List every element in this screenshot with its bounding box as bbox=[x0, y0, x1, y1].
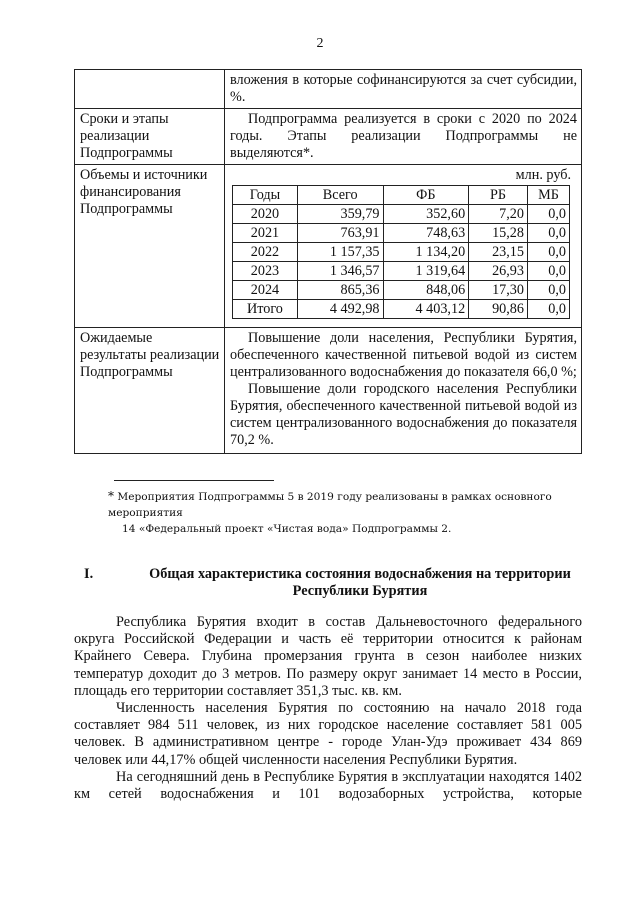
financing-header: Годы bbox=[233, 186, 298, 205]
body-paragraph: На сегодняшний день в Республике Бурятия в эксплуатации находятся 1402 км сетей водоснабжения и 101 водозаборных устройства, которые bbox=[74, 768, 582, 803]
page-number: 2 bbox=[316, 36, 324, 51]
table-cell: 0,0 bbox=[527, 224, 569, 243]
passport-cell-empty bbox=[75, 70, 225, 109]
table-cell: 2023 bbox=[233, 262, 298, 281]
passport-value-results bbox=[225, 328, 582, 454]
section-title: Общая характеристика состояния водоснабжения на территории Республики Бурятия bbox=[149, 566, 571, 599]
table-cell: 1 134,20 bbox=[383, 243, 469, 262]
footnote-marker: * bbox=[108, 489, 114, 503]
passport-cell-continuation: вложения в которые софинансируются за счет субсидии, %. bbox=[225, 70, 582, 109]
table-cell: 0,0 bbox=[527, 205, 569, 224]
passport-label-results: Ожидаемые результаты реализации Подпрограммы bbox=[75, 328, 225, 454]
table-cell: 7,20 bbox=[469, 205, 528, 224]
financing-header: РБ bbox=[469, 186, 528, 205]
table-row-total bbox=[233, 300, 570, 319]
financing-table bbox=[232, 185, 570, 319]
footnote-divider bbox=[114, 480, 274, 481]
section-number: I. bbox=[84, 566, 94, 582]
passport-label-financing: Объемы и источники финансирования Подпрограммы bbox=[75, 165, 225, 328]
table-cell: 1 157,35 bbox=[297, 243, 383, 262]
passport-row-financing bbox=[75, 165, 582, 328]
body-text bbox=[74, 614, 582, 803]
footnote-line: Мероприятия Подпрограммы 5 в 2019 году реализованы в рамках основного мероприятия bbox=[108, 491, 552, 519]
table-cell: 0,0 bbox=[527, 300, 569, 319]
results-paragraph: Повышение доли населения, Республики Бурятия, обеспеченного качественной питьевой водой из систем централизованного водоснабжения до показателя 66,0 %; bbox=[230, 330, 577, 380]
financing-header: ФБ bbox=[383, 186, 469, 205]
passport-row-continuation bbox=[75, 70, 582, 109]
table-cell: 359,79 bbox=[297, 205, 383, 224]
table-cell: 2022 bbox=[233, 243, 298, 262]
table-cell: 4 492,98 bbox=[297, 300, 383, 319]
table-cell: 15,28 bbox=[469, 224, 528, 243]
table-row bbox=[233, 281, 570, 300]
results-paragraph: Повышение доли городского населения Республики Бурятия, обеспеченного качественной питьевой водой из систем централизованного водоснабжения до показателя 70,2 %. bbox=[230, 381, 577, 448]
body-paragraph: Численность населения Бурятия по состоянию на начало 2018 года составляет 984 511 человек, из них городское население составляет 581 005 человек. В административном центре - городе Улан-Удэ проживает 434 869 человек или 44,17% общей численности населения Республики Бурятия. bbox=[74, 700, 582, 768]
financing-header: Всего bbox=[297, 186, 383, 205]
table-cell: 2021 bbox=[233, 224, 298, 243]
table-cell: 0,0 bbox=[527, 281, 569, 300]
table-cell: 352,60 bbox=[383, 205, 469, 224]
table-cell: 0,0 bbox=[527, 262, 569, 281]
table-cell: 26,93 bbox=[469, 262, 528, 281]
table-cell: 17,30 bbox=[469, 281, 528, 300]
unit-label: млн. руб. bbox=[515, 167, 571, 183]
passport-value-financing bbox=[225, 165, 582, 328]
passport-value-terms: Подпрограмма реализуется в сроки с 2020 по 2024 годы. Этапы реализации Подпрограммы не выделяются*. bbox=[225, 109, 582, 165]
table-cell: 2020 bbox=[233, 205, 298, 224]
table-cell: 848,06 bbox=[383, 281, 469, 300]
table-cell: 0,0 bbox=[527, 243, 569, 262]
footnote bbox=[108, 488, 590, 537]
footnote-line: 14 «Федеральный проект «Чистая вода» Подпрограммы 2. bbox=[122, 523, 452, 535]
table-cell: 748,63 bbox=[383, 224, 469, 243]
table-cell: 2024 bbox=[233, 281, 298, 300]
table-cell: 4 403,12 bbox=[383, 300, 469, 319]
table-cell: 1 346,57 bbox=[297, 262, 383, 281]
table-cell: 90,86 bbox=[469, 300, 528, 319]
table-row bbox=[233, 262, 570, 281]
table-row bbox=[233, 205, 570, 224]
table-cell: 23,15 bbox=[469, 243, 528, 262]
passport-row-results bbox=[75, 328, 582, 454]
table-row bbox=[233, 243, 570, 262]
passport-row-terms bbox=[75, 109, 582, 165]
section-heading bbox=[84, 566, 594, 600]
financing-header-row bbox=[233, 186, 570, 205]
passport-label-terms: Сроки и этапы реализации Подпрограммы bbox=[75, 109, 225, 165]
table-cell: 1 319,64 bbox=[383, 262, 469, 281]
financing-header: МБ bbox=[527, 186, 569, 205]
table-row bbox=[233, 224, 570, 243]
table-cell: 763,91 bbox=[297, 224, 383, 243]
body-paragraph: Республика Бурятия входит в состав Дальневосточного федерального округа Российской Федерации и часть её территории относится к районам Крайнего Севера. Глубина промерзания грунта в сезон наиболее низких температур доходит до 3 метров. По размеру округ занимает 14 место в России, площадь его территории составляет 351,3 тыс. кв. км. bbox=[74, 614, 582, 699]
table-cell: 865,36 bbox=[297, 281, 383, 300]
passport-table bbox=[74, 69, 582, 454]
table-cell: Итого bbox=[233, 300, 298, 319]
